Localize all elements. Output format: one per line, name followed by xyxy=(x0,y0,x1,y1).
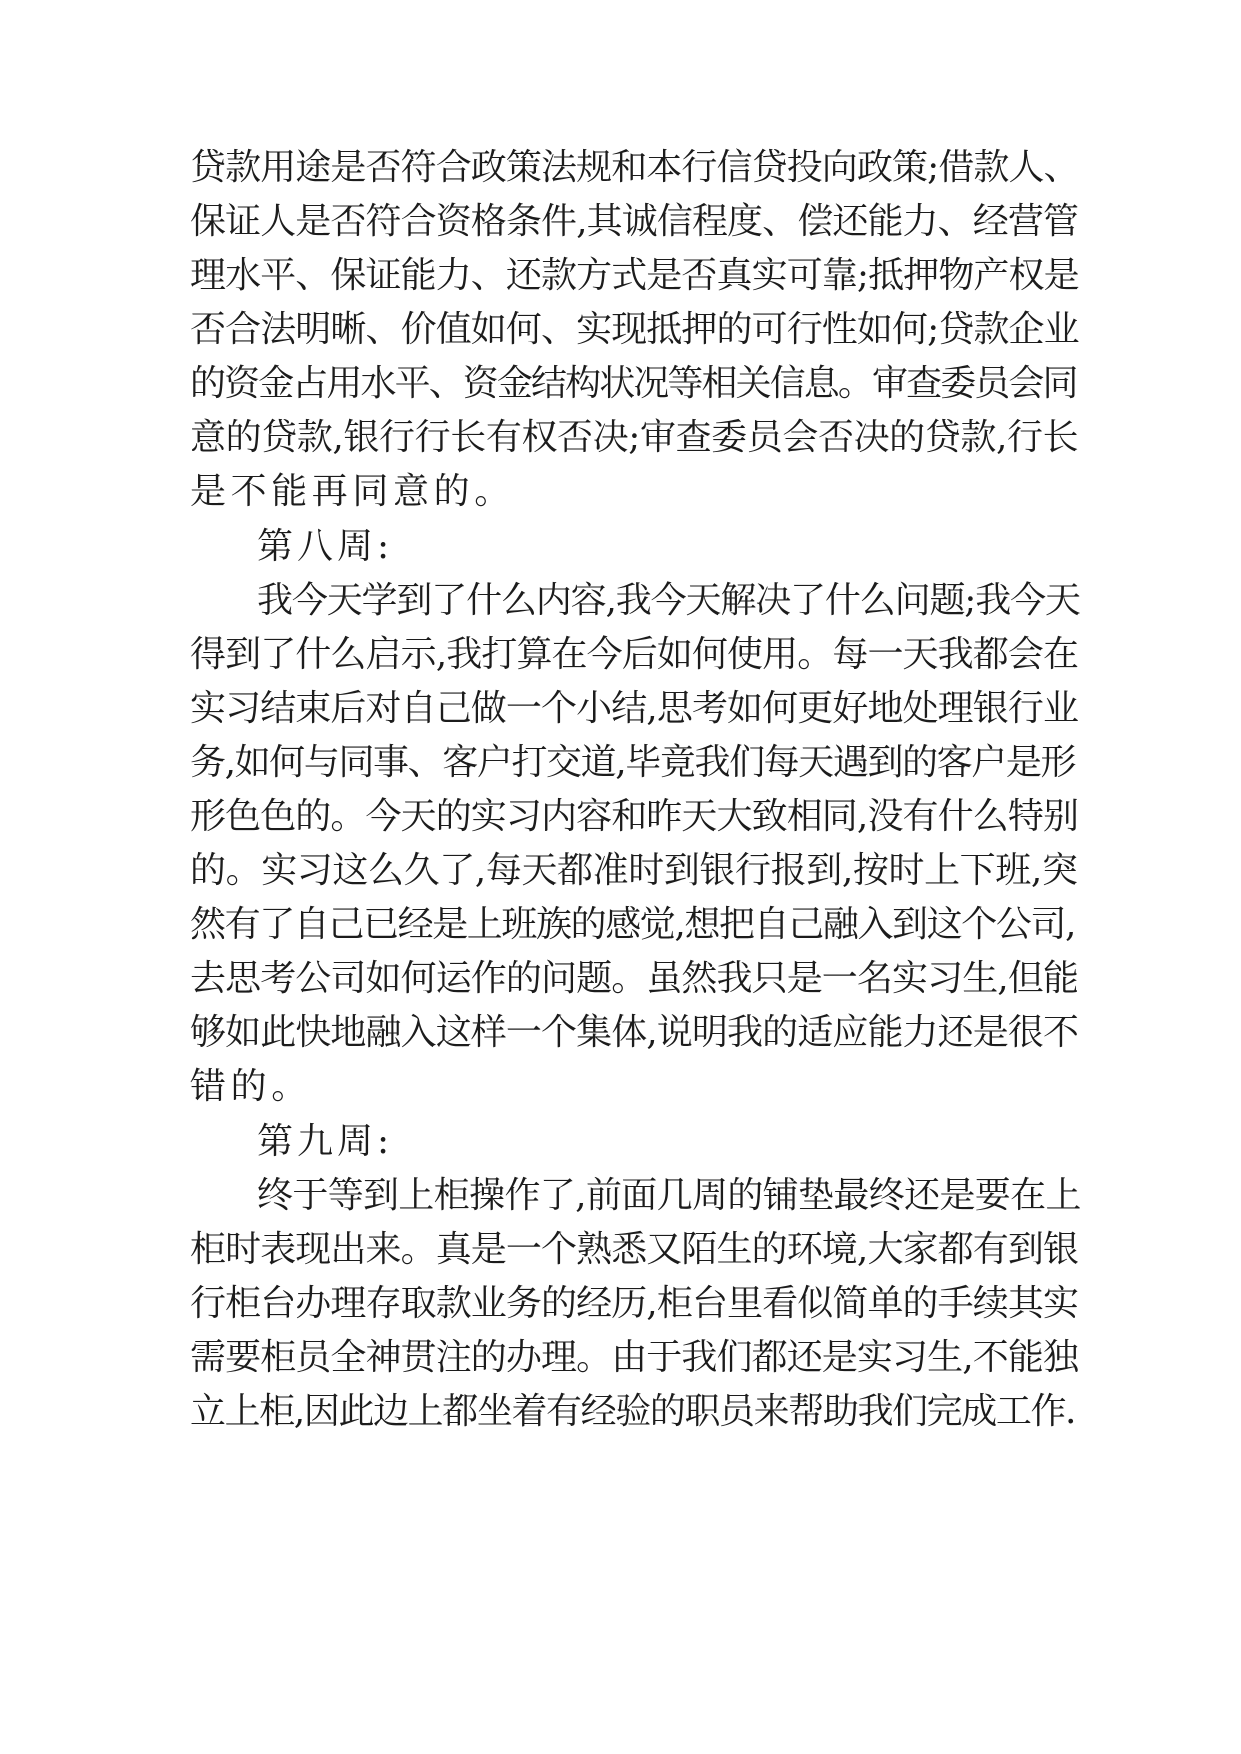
paragraph-line: 的资金占用水平、资金结构状况等相关信息。审查委员会同 xyxy=(190,363,1077,404)
paragraph-line: 是不能再同意的。 xyxy=(190,471,515,512)
paragraph-line: 够如此快地融入这样一个集体,说明我的适应能力还是很不 xyxy=(190,1012,1079,1053)
paragraph-line: 的。实习这么久了,每天都准时到银行报到,按时上下班,突 xyxy=(190,850,1078,891)
paragraph-line: 然有了自己已经是上班族的感觉,想把自己融入到这个公司, xyxy=(190,904,1076,945)
paragraph-line: 意的贷款,银行行长有权否决;审查委员会否决的贷款,行长 xyxy=(190,417,1079,458)
paragraph-line: 理水平、保证能力、还款方式是否真实可靠;抵押物产权是 xyxy=(190,255,1079,296)
paragraph-line: 错的。 xyxy=(190,1066,312,1107)
paragraph-line: 否合法明晰、价值如何、实现抵押的可行性如何;贷款企业 xyxy=(190,309,1079,350)
paragraph-line: 实习结束后对自己做一个小结,思考如何更好地处理银行业 xyxy=(190,688,1079,729)
paragraph-line: 贷款用途是否符合政策法规和本行信贷投向政策;借款人、 xyxy=(190,147,1079,188)
paragraph-line: 立上柜,因此边上都坐着有经验的职员来帮助我们完成工作. xyxy=(190,1391,1076,1432)
paragraph-line: 柜时表现出来。真是一个熟悉又陌生的环境,大家都有到银 xyxy=(190,1229,1079,1270)
paragraph-line: 形色色的。今天的实习内容和昨天大致相同,没有什么特别 xyxy=(190,796,1079,837)
section-heading-week-9: 第九周: xyxy=(257,1121,394,1162)
paragraph-line: 需要柜员全神贯注的办理。由于我们都还是实习生,不能独 xyxy=(190,1337,1079,1378)
paragraph-line: 得到了什么启示,我打算在今后如何使用。每一天我都会在 xyxy=(190,634,1079,675)
paragraph-line: 行柜台办理存取款业务的经历,柜台里看似简单的手续其实 xyxy=(190,1283,1079,1324)
paragraph-line: 终于等到上柜操作了,前面几周的铺垫最终还是要在上 xyxy=(257,1175,1081,1216)
paragraph-line: 去思考公司如何运作的问题。虽然我只是一名实习生,但能 xyxy=(190,958,1079,999)
paragraph-line: 务,如何与同事、客户打交道,毕竟我们每天遇到的客户是形 xyxy=(190,742,1076,783)
paragraph-line: 我今天学到了什么内容,我今天解决了什么问题;我今天 xyxy=(257,580,1080,621)
section-heading-week-8: 第八周: xyxy=(257,526,394,567)
paragraph-line: 保证人是否符合资格条件,其诚信程度、偿还能力、经营管 xyxy=(190,201,1079,242)
